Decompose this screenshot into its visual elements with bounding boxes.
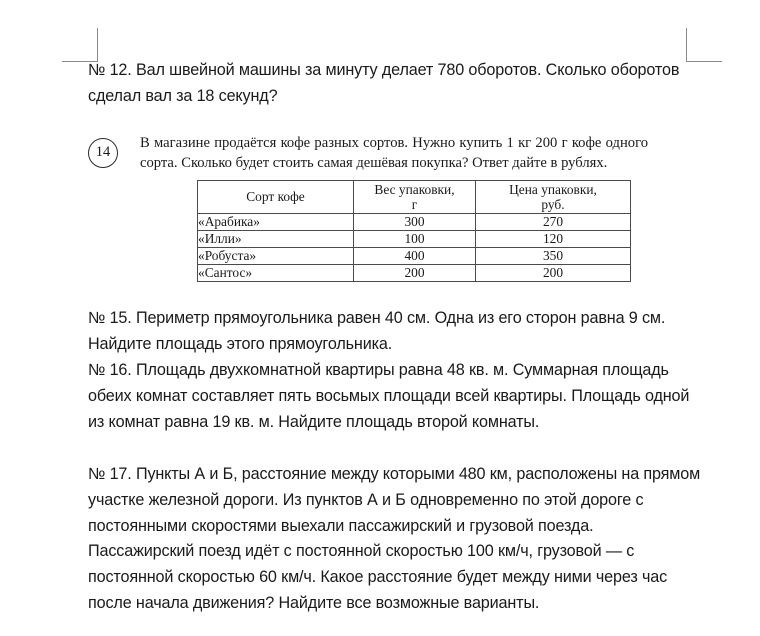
table-body xyxy=(198,214,631,282)
column-header-price-line1: Цена упаковки, xyxy=(509,181,597,197)
problem-12-text: № 12. Вал швейной машины за минуту делает 780 оборотов. Сколько оборотов сделал вал за 18 секунд? xyxy=(88,61,684,105)
cell-price: 270 xyxy=(476,214,631,231)
cell-price: 120 xyxy=(476,231,631,248)
cell-sort: «Сантос» xyxy=(198,265,354,282)
coffee-price-table-container xyxy=(197,180,631,282)
cell-weight: 100 xyxy=(354,231,476,248)
cell-sort: «Арабика» xyxy=(198,214,354,231)
cell-weight: 200 xyxy=(354,265,476,282)
table-header-row xyxy=(198,181,631,214)
cell-price: 200 xyxy=(476,265,631,282)
cell-price: 350 xyxy=(476,248,631,265)
table-row xyxy=(198,231,631,248)
column-header-sort: Сорт кофе xyxy=(198,181,354,214)
task-14-text: В магазине продаётся кофе разных сортов. Нужно купить 1 кг 200 г кофе одного сорта. Сколько будет стоить самая дешёвая покупка? Ответ дайте в рублях. xyxy=(140,135,648,171)
problem-15-text: № 15. Периметр прямоугольника равен 40 см. Одна из его сторон равна 9 см. Найдите площадь этого прямоугольника. xyxy=(88,309,670,353)
task-14-body xyxy=(140,134,648,173)
table-row xyxy=(198,248,631,265)
crop-mark-top-left-icon xyxy=(62,28,98,62)
column-header-price xyxy=(476,181,631,214)
table-header xyxy=(198,181,631,214)
cell-sort: «Робуста» xyxy=(198,248,354,265)
problem-17-text: № 17. Пункты А и Б, расстояние между которыми 480 км, расположены на прямом участке железной дороги. Из пунктов А и Б одновременно по этой дороге с постоянными скоростями выехали пассажирский и грузовой поезда. Пассажирский поезд идёт с постоянной скоростью 100 км/ч, грузовой — с постоянной скоростью 60 км/ч. Какое расстояние будет между ними через час после начала движения? Найдите все возможные варианты. xyxy=(88,465,705,612)
column-header-weight xyxy=(354,181,476,214)
coffee-price-table xyxy=(197,180,631,282)
crop-mark-top-right-icon xyxy=(686,28,722,62)
table-row xyxy=(198,214,631,231)
column-header-weight-line1: Вес упаковки, xyxy=(374,181,455,197)
table-row xyxy=(198,265,631,282)
task-14-number-badge: 14 xyxy=(88,138,118,168)
column-header-weight-line2: г xyxy=(411,197,418,212)
column-header-price-line2: руб. xyxy=(541,197,565,212)
task-14-block xyxy=(88,134,648,173)
cell-weight: 400 xyxy=(354,248,476,265)
cell-weight: 300 xyxy=(354,214,476,231)
problem-16-text: № 16. Площадь двухкомнатной квартиры равна 48 кв. м. Суммарная площадь обеих комнат составляет пять восьмых площади всей квартиры. Площадь одной из комнат равна 19 кв. м. Найдите площадь второй комнаты. xyxy=(88,361,694,431)
cell-sort: «Илли» xyxy=(198,231,354,248)
